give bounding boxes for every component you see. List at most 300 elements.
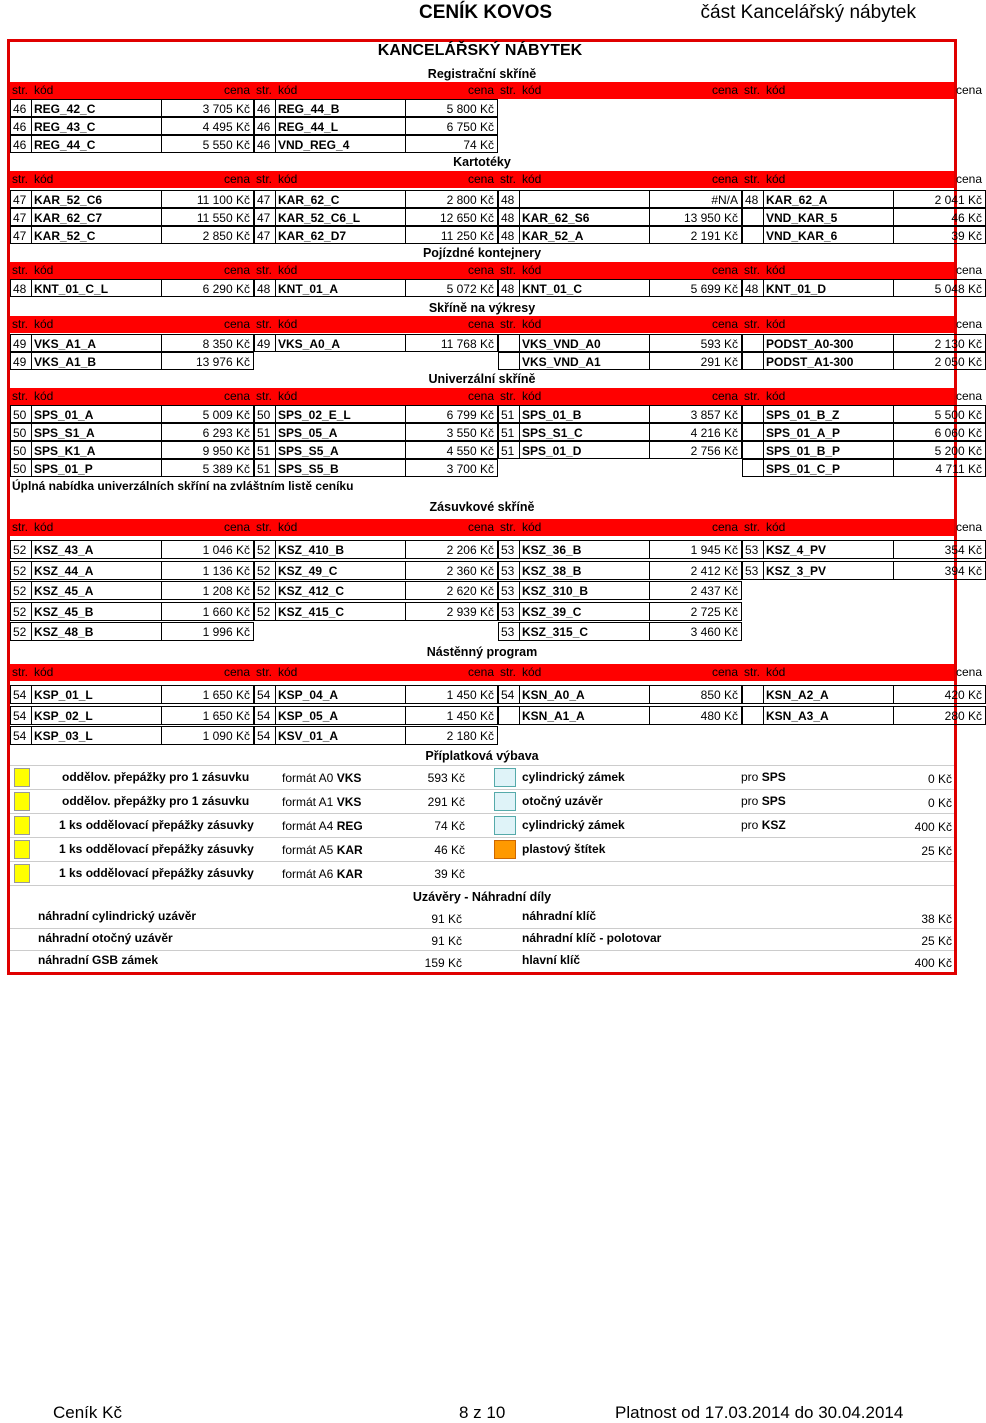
column-header-row [10,262,983,279]
for-text: pro [741,818,762,832]
cell-page: 49 [254,334,276,352]
cell-price: 74 Kč [405,135,498,153]
accessory-name: cylindrický zámek [522,770,625,784]
cell-price: 3 460 Kč [649,622,742,641]
divider-swatch-icon [14,792,30,811]
cell-price: 2 620 Kč [405,581,498,600]
accessory-price: 0 Kč [927,772,952,786]
cell-page: 48 [742,279,764,297]
cell-price: 1 450 Kč [405,685,498,704]
cell-page: 50 [10,423,32,441]
cell-price: 354 Kč [893,540,986,559]
table-row [10,208,982,226]
table-row [10,190,982,208]
col-header-cena: cena [224,520,251,534]
cell-page: 51 [498,441,520,459]
cell-page: 51 [498,405,520,423]
cell-page: 53 [498,540,520,559]
cell-page: 52 [10,581,32,600]
cell-price: 2 130 Kč [893,334,986,352]
accessory-name: 1 ks oddělovací přepážky zásuvky [59,818,254,832]
table-row [10,581,954,600]
col-header-cena: cena [712,520,739,534]
cell-page: 50 [10,405,32,423]
cell-page [742,334,764,352]
col-header-cena: cena [468,172,495,186]
cell-page: 50 [10,441,32,459]
cell-code: SPS_S5_A [275,441,406,459]
cell-code: SPS_01_A_P [763,423,894,441]
cell-price: 4 216 Kč [649,423,742,441]
col-header-kod: kód [34,83,54,97]
cell-code: REG_44_C [31,135,162,153]
cell-code: KNT_01_C [519,279,650,297]
cell-page: 53 [498,602,520,621]
cell-code: KSZ_36_B [519,540,650,559]
section-title-pojizdne: Pojízdné kontejnery [422,246,542,260]
cell-price: 4 711 Kč [893,459,986,477]
cell-code: REG_42_C [31,99,162,117]
col-header-cena: cena [468,520,495,534]
cell-price: 2 050 Kč [893,352,986,370]
column-header-row [10,82,983,99]
key-icon [494,768,516,787]
col-header-kod: kód [522,83,542,97]
cell-code: KSN_A3_A [763,706,894,725]
divider-swatch-icon [14,864,30,883]
format-text: formát A4 [282,819,337,833]
cell-code: KSV_01_A [275,726,406,745]
col-header-kod: kód [34,317,54,331]
cell-page: 47 [254,208,276,226]
table-row [10,706,982,725]
cell-price: 4 550 Kč [405,441,498,459]
column-header-row [10,519,983,536]
col-header-str: str. [744,520,761,534]
cell-price: 593 Kč [649,334,742,352]
table-row [10,602,954,621]
col-header-str: str. [256,665,273,679]
accessory-name: otočný uzávěr [522,794,603,808]
cell-page: 54 [10,726,32,745]
col-header-kod: kód [766,263,786,277]
col-header-kod: kód [34,172,54,186]
table-row [10,423,982,441]
cell-price: 6 799 Kč [405,405,498,423]
cell-page: 50 [254,405,276,423]
col-header-cena: cena [224,665,251,679]
cell-code: SPS_K1_A [31,441,162,459]
padlock-icon [494,792,516,811]
cell-page: 50 [10,459,32,477]
spare-part-name: hlavní klíč [522,953,581,967]
cell-code: SPS_01_B [519,405,650,423]
accessory-format [282,771,361,785]
column-header-row [10,171,983,188]
cell-code: KAR_62_A [763,190,894,208]
col-header-kod: kód [766,389,786,403]
cell-price: 11 768 Kč [405,334,498,352]
cell-price: 2 437 Kč [649,581,742,600]
divider-swatch-icon [14,816,30,835]
cell-code: SPS_01_P [31,459,162,477]
column-header-row [10,316,983,333]
col-header-str: str. [744,263,761,277]
cell-code: KSZ_310_B [519,581,650,600]
cell-page: 48 [498,208,520,226]
col-header-cena: cena [956,172,983,186]
cell-page: 52 [254,602,276,621]
cell-code: KSZ_43_A [31,540,162,559]
cell-code: KSZ_415_C [275,602,406,621]
col-header-kod: kód [278,665,298,679]
cell-code: SPS_01_A [31,405,162,423]
cell-price: 280 Kč [893,706,986,725]
col-header-kod: kód [766,172,786,186]
cell-code: REG_44_B [275,99,406,117]
cell-page: 49 [10,352,32,370]
col-header-cena: cena [224,317,251,331]
col-header-cena: cena [468,263,495,277]
col-header-str: str. [12,665,29,679]
col-header-str: str. [500,665,517,679]
cell-price: 9 950 Kč [161,441,254,459]
cell-code: KNT_01_D [763,279,894,297]
cell-price: 11 550 Kč [161,208,254,226]
cell-price: 1 650 Kč [161,685,254,704]
cell-page [742,423,764,441]
cell-price: 6 293 Kč [161,423,254,441]
spare-part-name: náhradní otočný uzávěr [38,931,173,945]
cell-code: VKS_A1_A [31,334,162,352]
col-header-str: str. [744,83,761,97]
cell-price: 39 Kč [893,226,986,244]
cell-page [498,352,520,370]
col-header-kod: kód [278,263,298,277]
cell-page: 54 [10,706,32,725]
cell-price: 1 208 Kč [161,581,254,600]
col-header-str: str. [256,172,273,186]
cell-price: 2 180 Kč [405,726,498,745]
divider-swatch-icon [14,768,30,787]
spare-part-price: 91 Kč [431,934,462,948]
cell-code: KSZ_48_B [31,622,162,641]
table-row [10,459,982,477]
cell-code: KAR_52_C [31,226,162,244]
for-series: SPS [761,794,786,808]
cell-code: KSZ_39_C [519,602,650,621]
cell-page: 53 [742,540,764,559]
col-header-str: str. [12,317,29,331]
cell-page: 48 [742,190,764,208]
table-row [10,99,954,117]
col-header-str: str. [500,520,517,534]
divider-line [10,765,954,766]
col-header-kod: kód [278,520,298,534]
cell-page: 52 [10,561,32,580]
cell-page: 51 [254,459,276,477]
col-header-kod: kód [278,389,298,403]
cell-price: 46 Kč [893,208,986,226]
cell-page: 47 [10,226,32,244]
cell-code: SPS_S1_C [519,423,650,441]
table-row [10,352,982,370]
cell-page: 52 [10,622,32,641]
col-header-kod: kód [34,520,54,534]
cell-page: 48 [10,279,32,297]
cell-page: 52 [254,581,276,600]
cell-code: SPS_01_C_P [763,459,894,477]
col-header-kod: kód [34,263,54,277]
cell-page: 46 [10,117,32,135]
footer-page-number: 8 z 10 [459,1403,506,1422]
for-series: SPS [761,770,786,784]
cell-code: KSZ_49_C [275,561,406,580]
accessory-price: 74 Kč [434,819,465,833]
cell-price: 291 Kč [649,352,742,370]
cell-code: KSZ_412_C [275,581,406,600]
section-title-zasuvkove: Zásuvkové skříně [429,500,535,514]
accessory-name: 1 ks oddělovací přepážky zásuvky [59,842,254,856]
col-header-kod: kód [278,83,298,97]
cell-code: VKS_VND_A0 [519,334,650,352]
table-row [10,135,954,153]
col-header-str: str. [744,389,761,403]
cell-page [498,706,520,725]
accessory-for [741,818,786,832]
section-title-univerzalni: Univerzální skříně [428,372,536,386]
spare-part-price: 159 Kč [424,956,462,970]
table-row [10,726,954,745]
section-title-skrine_vykresy: Skříně na výkresy [428,301,536,315]
accessory-format [282,795,361,809]
cell-code: REG_44_L [275,117,406,135]
cell-page: 54 [498,685,520,704]
cell-page: 48 [498,190,520,208]
table-row [10,561,982,580]
cell-code: VKS_A1_B [31,352,162,370]
cell-code: REG_43_C [31,117,162,135]
col-header-str: str. [744,317,761,331]
spare-part-price: 25 Kč [921,934,952,948]
cell-code: KSZ_315_C [519,622,650,641]
accessory-name: cylindrický zámek [522,818,625,832]
cell-page: 54 [254,726,276,745]
cell-price: 850 Kč [649,685,742,704]
col-header-cena: cena [712,172,739,186]
divider-swatch-icon [14,840,30,859]
col-header-str: str. [500,83,517,97]
col-header-kod: kód [766,665,786,679]
cell-page [742,706,764,725]
cell-code: VND_REG_4 [275,135,406,153]
cell-code: VND_KAR_6 [763,226,894,244]
cell-code: KNT_01_A [275,279,406,297]
col-header-kod: kód [766,520,786,534]
label-plate-icon [494,840,516,859]
cell-code: VND_KAR_5 [763,208,894,226]
col-header-cena: cena [224,389,251,403]
cell-price: 5 389 Kč [161,459,254,477]
cell-page: 53 [498,561,520,580]
col-header-kod: kód [278,172,298,186]
cell-code: KAR_62_S6 [519,208,650,226]
spare-part-price: 91 Kč [431,912,462,926]
cell-page: 46 [10,99,32,117]
col-header-cena: cena [224,83,251,97]
cell-code: VKS_A0_A [275,334,406,352]
cell-page: 46 [10,135,32,153]
cell-page: 46 [254,135,276,153]
col-header-cena: cena [956,389,983,403]
cell-page: 51 [498,423,520,441]
accessory-price: 39 Kč [434,867,465,881]
col-header-cena: cena [468,389,495,403]
cell-price: 1 660 Kč [161,602,254,621]
cell-page: 49 [10,334,32,352]
cell-page: 46 [254,99,276,117]
cell-price: 2 191 Kč [649,226,742,244]
col-header-kod: kód [278,317,298,331]
col-header-cena: cena [712,665,739,679]
divider-line [10,789,954,790]
accessory-price: 25 Kč [921,844,952,858]
format-series: VKS [336,771,362,785]
cell-price: 394 Kč [893,561,986,580]
cell-page [742,405,764,423]
cell-price: 5 072 Kč [405,279,498,297]
cell-page: 47 [10,208,32,226]
cell-code: SPS_S5_B [275,459,406,477]
univerzalni-note: Úplná nabídka univerzálních skříní na zvláštním listě ceníku [12,479,354,493]
divider-line [10,950,954,951]
cell-price: 5 048 Kč [893,279,986,297]
col-header-cena: cena [956,520,983,534]
table-row [10,334,982,352]
column-header-row [10,388,983,405]
column-header-row [10,664,983,681]
cell-code: SPS_02_E_L [275,405,406,423]
cell-price: 6 060 Kč [893,423,986,441]
spare-part-name: náhradní klíč - polotovar [522,931,662,945]
cell-price: 1 996 Kč [161,622,254,641]
accessory-for [741,770,786,784]
cell-code: KSZ_410_B [275,540,406,559]
cell-page [742,352,764,370]
col-header-cena: cena [956,83,983,97]
footer-validity: Platnost od 17.03.2014 do 30.04.2014 [615,1403,904,1422]
col-header-str: str. [744,665,761,679]
cell-code: KSN_A2_A [763,685,894,704]
cell-price: 5 500 Kč [893,405,986,423]
cell-code: VKS_VND_A1 [519,352,650,370]
cell-page: 53 [498,581,520,600]
section-title-nastenny: Nástěnný program [426,645,538,659]
cell-price: 2 041 Kč [893,190,986,208]
cell-page: 48 [254,279,276,297]
col-header-str: str. [12,172,29,186]
col-header-cena: cena [712,83,739,97]
divider-line [10,885,954,886]
divider-line [10,928,954,929]
cell-price: 13 976 Kč [161,352,254,370]
catalog-part: část Kancelářský nábytek [700,2,916,23]
cell-code: KNT_01_C_L [31,279,162,297]
col-header-str: str. [12,389,29,403]
cell-price: 480 Kč [649,706,742,725]
cell-code: KSZ_45_A [31,581,162,600]
cell-code: KSP_05_A [275,706,406,725]
for-text: pro [741,794,762,808]
cell-price: 2 725 Kč [649,602,742,621]
col-header-kod: kód [34,389,54,403]
cell-code: KAR_62_D7 [275,226,406,244]
spare-part-name: náhradní cylindrický uzávěr [38,909,197,923]
cell-code: KAR_52_A [519,226,650,244]
cell-price: 6 750 Kč [405,117,498,135]
col-header-str: str. [256,83,273,97]
main-title: KANCELÁŘSKÝ NÁBYTEK [377,42,583,59]
catalog-title: CENÍK KOVOS [419,2,553,23]
spare-part-name: náhradní GSB zámek [38,953,159,967]
cell-page: 47 [254,190,276,208]
col-header-cena: cena [956,317,983,331]
cell-page [742,208,764,226]
cell-code: KSP_01_L [31,685,162,704]
col-header-cena: cena [712,317,739,331]
cell-price: 1 650 Kč [161,706,254,725]
cell-price: 2 850 Kč [161,226,254,244]
cell-price: 12 650 Kč [405,208,498,226]
cell-price: 3 700 Kč [405,459,498,477]
cell-price: 11 100 Kč [161,190,254,208]
table-row [10,685,982,704]
col-header-kod: kód [522,172,542,186]
cell-code: SPS_S1_A [31,423,162,441]
cell-code: SPS_01_D [519,441,650,459]
cell-price: 1 945 Kč [649,540,742,559]
cell-price: 1 046 Kč [161,540,254,559]
format-series: KAR [336,843,363,857]
format-text: formát A1 [282,795,337,809]
cell-page: 48 [498,226,520,244]
accessory-name: 1 ks oddělovací přepážky zásuvky [59,866,254,880]
col-header-str: str. [12,83,29,97]
cell-price: 2 756 Kč [649,441,742,459]
cell-page: 47 [10,190,32,208]
cell-price: 1 450 Kč [405,706,498,725]
cell-price: 420 Kč [893,685,986,704]
spare-part-price: 38 Kč [921,912,952,926]
col-header-str: str. [500,263,517,277]
cell-page: 54 [254,706,276,725]
format-series: KAR [336,867,363,881]
cell-code: SPS_01_B_P [763,441,894,459]
col-header-cena: cena [468,317,495,331]
col-header-cena: cena [712,389,739,403]
cell-code: KSZ_4_PV [763,540,894,559]
col-header-str: str. [256,520,273,534]
cell-code: KSP_03_L [31,726,162,745]
cell-code: SPS_01_B_Z [763,405,894,423]
cell-page [498,334,520,352]
format-text: formát A5 [282,843,337,857]
cell-page [742,441,764,459]
cell-page: 52 [10,540,32,559]
accessory-name: oddělov. přepážky pro 1 zásuvku [62,770,250,784]
accessory-price: 593 Kč [427,771,465,785]
col-header-str: str. [12,263,29,277]
